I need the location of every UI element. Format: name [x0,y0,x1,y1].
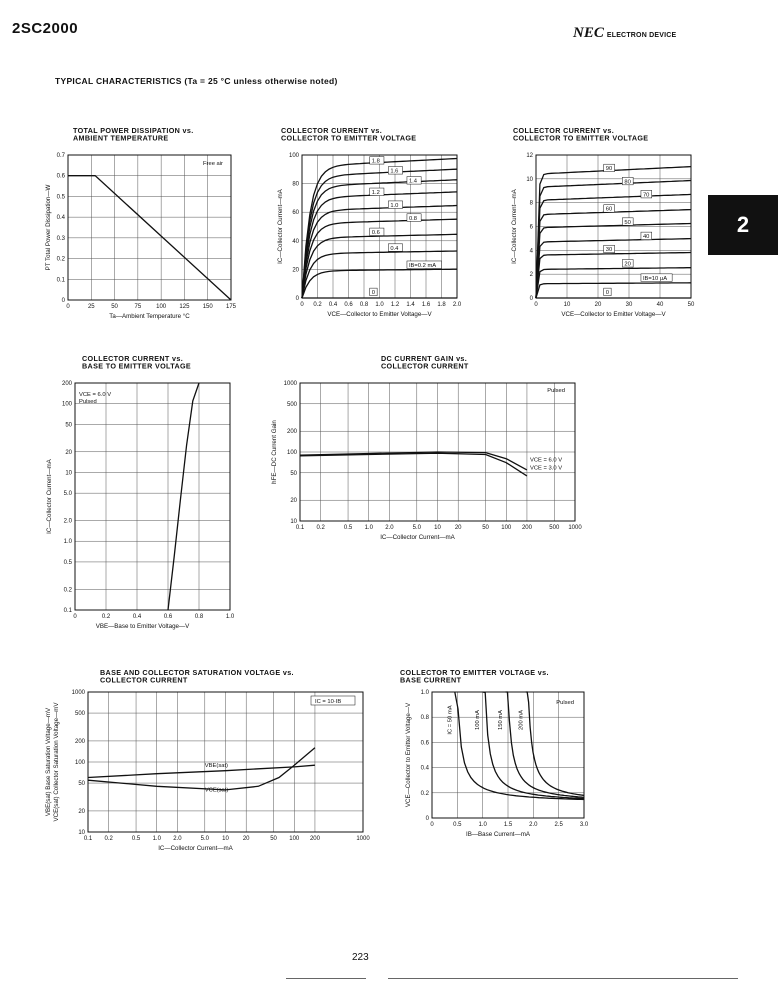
hfe-y-tick: 50 [290,470,297,477]
vceib-title-line: COLLECTOR TO EMITTER VOLTAGE vs. [400,668,549,677]
icvce2-y-tick: 4 [529,248,533,255]
pd-y-tick: 0.1 [56,277,65,284]
icvce2-y-tick: 0 [529,296,533,302]
hfe-title-line: COLLECTOR CURRENT [381,361,469,371]
hfe-note: Pulsed [547,388,565,394]
icvbe-frame [75,383,230,610]
icvbe-x-tick: 1.0 [225,614,235,620]
icvce1-y-tick: 0 [295,296,299,302]
hfe-x-tick: 500 [549,525,560,531]
icvce1-param-label: 1.0 [390,202,399,209]
icvbe-note: VCE = 6.0 V [79,392,112,398]
vsat-x-tick: 5.0 [200,836,209,842]
icvce1-param-label: 1.4 [408,178,418,185]
vceib-x-tick: 0 [430,822,434,828]
hfe-y-tick: 10 [290,519,297,525]
icvce1-title-line: COLLECTOR TO EMITTER VOLTAGE [281,133,417,143]
vceib-series-3 [526,692,584,795]
icvce1-x-tick: 1.6 [421,302,431,308]
hfe-y-tick: 500 [286,401,297,408]
icvbe-title-line: COLLECTOR CURRENT vs. [82,354,184,363]
icvbe-y-tick: 2.0 [63,518,72,525]
icvce2-param-label: 30 [605,247,613,254]
icvce2-y-tick: 6 [529,224,533,231]
icvbe-x-tick: 0.6 [163,614,173,620]
vsat-series-label: VCE(sat) [204,787,229,794]
icvce1-y-label: IC—Collector Current—mA [277,189,284,264]
vceib-x-tick: 0.5 [453,822,462,828]
icvce2-y-tick: 10 [526,176,533,183]
icvce1-y-tick: 100 [288,153,299,159]
vsat-note: IC = 10·IB [315,699,342,705]
pd-x-label: Ta—Ambient Temperature °C [109,313,190,320]
vceib-x-tick: 2.0 [529,822,538,828]
icvce2-param-label: 90 [605,166,613,173]
pd-x-tick: 25 [87,304,95,310]
icvbe-y-tick: 200 [61,381,72,387]
icvbe-x-tick: 0.8 [194,614,204,620]
icvce1-title-line: COLLECTOR CURRENT vs. [281,126,383,135]
vsat-y-tick: 200 [74,738,85,745]
pd-y-tick: 0.4 [56,215,65,222]
vceib-x-label: IB—Base Current—mA [466,831,530,838]
icvce2-x-tick: 0 [534,302,538,308]
hfe-y-tick: 1000 [283,381,297,387]
vsat-x-label: IC—Collector Current—mA [158,845,233,852]
vsat-y-tick: 100 [74,760,85,766]
pd-x-tick: 0 [66,304,70,310]
icvce1-y-tick: 60 [292,210,299,217]
vceib-y-tick: 0.8 [420,715,429,722]
pd-y-tick: 0.2 [56,256,65,263]
hfe-vce-label: VCE = 3.0 V [530,465,563,472]
icvce2-y-tick: 8 [529,200,533,207]
icvce2-y-tick: 2 [529,272,533,279]
icvce1-x-tick: 1.4 [406,302,415,308]
icvce1-param-label: 0.8 [408,215,418,222]
icvce1-param-label: 1.2 [371,190,380,197]
vsat-x-tick: 50 [270,836,277,842]
vceib-y-tick: 0.2 [420,790,429,797]
icvce1-param-label: IB=0.2 mA [408,262,437,269]
pd-y-tick: 0 [61,298,65,304]
vceib-x-tick: 2.5 [554,822,563,828]
vceib-x-tick: 1.0 [478,822,487,828]
icvbe-y-tick: 0.1 [63,608,72,614]
icvbe-y-tick: 5.0 [63,491,72,498]
icvce1-x-tick: 0.2 [313,302,322,308]
hfe-x-tick: 1.0 [364,525,373,531]
pd-y-tick: 0.6 [56,173,65,180]
icvce1-x-tick: 2.0 [452,302,462,308]
vceib-x-tick: 1.5 [503,822,513,828]
pd-y-tick: 0.7 [56,153,65,159]
vsat-y-tick: 1000 [71,690,85,696]
icvce2-param-label: 20 [624,261,631,268]
vceib-y-tick: 1.0 [420,690,429,696]
icvbe-y-tick: 10 [65,470,72,477]
vsat-x-tick: 0.1 [83,836,93,842]
vsat-y-tick: 20 [78,808,85,815]
icvbe-y-tick: 1.0 [63,539,72,546]
vceib-param-label: 150 mA [498,710,504,730]
pd-x-tick: 175 [225,304,237,310]
pd-y-tick: 0.5 [56,194,65,201]
icvbe-x-tick: 0.2 [101,614,111,620]
icvce2-title-line: COLLECTOR CURRENT vs. [513,126,615,135]
vsat-series-label: VBE(sat) [204,762,229,769]
icvce1-x-tick: 1.2 [390,302,400,308]
icvce1-y-tick: 40 [292,238,299,245]
pd-y-tick: 0.3 [56,235,65,242]
icvce2-x-tick: 10 [563,302,571,308]
icvbe-title-line: BASE TO EMITTER VOLTAGE [82,361,192,371]
hfe-y-label: hFE—DC Current Gain [271,420,278,484]
icvce1-y-tick: 20 [292,267,299,274]
hfe-title-line: DC CURRENT GAIN vs. [381,354,468,363]
icvce2-param-label: 40 [642,234,650,241]
icvce2-param-label: 50 [624,219,631,226]
vceib-param-label: 100 mA [475,710,482,730]
hfe-x-tick: 50 [482,525,489,531]
icvce1-param-label: 0.6 [371,230,380,237]
icvce2-y-tick: 12 [526,153,533,159]
vsat-title-line: COLLECTOR CURRENT [100,675,188,685]
vsat-x-tick: 1.0 [152,836,161,842]
vsat-series-1 [88,748,315,790]
hfe-x-tick: 0.1 [295,525,305,531]
hfe-y-tick: 20 [290,498,297,505]
pd-x-tick: 150 [202,304,213,310]
hfe-x-tick: 0.2 [316,525,325,531]
vsat-x-tick: 20 [242,836,250,842]
section-title: TYPICAL CHARACTERISTICS (Ta = 25 °C unless otherwise noted) [55,76,338,86]
icvce1-x-tick: 0.4 [328,302,338,308]
icvce2-param-label: 0 [605,290,609,297]
vsat-x-tick: 0.5 [131,836,141,842]
vsat-x-tick: 2.0 [173,836,182,842]
vsat-x-tick: 10 [222,836,229,842]
vceib-y-label: VCE—Collector to Emitter Voltage—V [405,702,412,808]
hfe-x-tick: 0.5 [343,525,353,531]
section-tab: 2 [708,195,778,255]
icvce2-series-ib [536,283,691,298]
icvbe-series-line [168,383,199,610]
hfe-x-label: IC—Collector Current—mA [380,534,455,541]
vceib-param-label: 200 mA [518,710,525,730]
vsat-y-tick: 10 [78,830,85,836]
icvce2-param-label: 60 [605,206,613,213]
brand-suffix: ELECTRON DEVICE [606,32,677,39]
vsat-y-tick: 500 [74,711,85,718]
icvce2-param-label: 80 [624,179,631,186]
vceib-y-tick: 0.6 [420,740,429,747]
vceib-y-tick: 0.4 [420,765,429,772]
vceib-note: Pulsed [556,700,574,706]
pd-title-line: TOTAL POWER DISSIPATION vs. [73,126,194,135]
vceib-series-0 [455,692,584,800]
icvce1-x-tick: 1.8 [437,302,446,308]
vsat-x-tick: 200 [309,836,320,842]
icvbe-x-tick: 0 [73,614,77,620]
vsat-1-y-label: VCE(sat) Collector Saturation Voltage—mV [53,702,60,822]
icvce2-x-label: VCE—Collector to Emitter Voltage—V [561,311,666,318]
pd-x-tick: 50 [111,304,118,310]
pd-x-tick: 75 [134,304,142,310]
hfe-vce-label: VCE = 6.0 V [530,457,563,464]
pd-title-line: AMBIENT TEMPERATURE [73,133,169,143]
vsat-x-tick: 1000 [356,836,370,842]
hfe-series-1 [300,453,527,476]
brand-name: NEC [573,25,604,41]
pd-y-label: PT Total Power Dissipation—W [45,184,52,271]
hfe-x-tick: 5.0 [412,525,421,531]
icvce1-param-label: 0.4 [390,245,399,252]
icvce2-x-tick: 40 [656,302,664,308]
icvce2-param-label: 70 [642,192,650,199]
icvce1-param-label: 1.6 [390,168,399,175]
part-number: 2SC2000 [12,20,79,37]
icvce1-y-tick: 80 [292,181,299,188]
icvce1-param-label: 0 [371,290,375,297]
hfe-x-tick: 20 [454,525,462,531]
hfe-y-tick: 200 [286,429,297,436]
icvbe-x-tick: 0.4 [132,614,142,620]
vceib-x-tick: 3.0 [579,822,589,828]
vsat-title-line: BASE AND COLLECTOR SATURATION VOLTAGE vs. [100,668,294,677]
pd-x-tick: 125 [179,304,190,310]
icvbe-y-tick: 20 [65,449,72,456]
vsat-0-y-label: VBE(sat) Base Saturation Voltage—mV [45,707,52,817]
vsat-x-tick: 0.2 [104,836,113,842]
vsat-x-tick: 100 [289,836,300,842]
icvbe-y-label: IC—Collector Current—mA [46,459,53,534]
pd-x-tick: 100 [156,304,167,310]
icvbe-y-tick: 0.5 [63,559,72,566]
icvbe-y-tick: 50 [65,422,72,429]
icvbe-x-label: VBE—Base to Emitter Voltage—V [95,623,190,630]
icvce1-x-tick: 0 [300,302,304,308]
icvce1-x-tick: 1.0 [375,302,384,308]
vceib-title-line: BASE CURRENT [400,675,462,685]
hfe-x-tick: 100 [501,525,512,531]
icvce1-x-tick: 0.6 [344,302,353,308]
hfe-x-tick: 10 [434,525,441,531]
hfe-x-tick: 2.0 [385,525,394,531]
vceib-y-tick: 0 [425,816,429,822]
icvce2-y-label: IC—Collector Current—mA [511,189,518,264]
icvce2-x-tick: 50 [687,302,695,308]
icvce2-title-line: COLLECTOR TO EMITTER VOLTAGE [513,133,649,143]
vsat-y-tick: 50 [78,781,85,788]
icvce2-series-ib [536,224,691,299]
icvce2-x-tick: 20 [594,302,602,308]
icvbe-y-tick: 0.2 [63,587,72,594]
vceib-param-label: IC = 50 mA [447,705,454,735]
icvce1-param-label: 1.8 [371,158,380,165]
icvbe-note: Pulsed [79,399,97,405]
icvce1-x-label: VCE—Collector to Emitter Voltage—V [327,311,432,318]
hfe-x-tick: 1000 [568,525,582,531]
icvbe-y-tick: 100 [61,401,72,408]
page-number: 223 [352,952,369,963]
icvce2-param-label: IB=10 μA [642,275,668,282]
icvce2-x-tick: 30 [625,302,633,308]
hfe-y-tick: 100 [286,450,297,456]
pd-note: Free air [203,161,223,167]
icvce1-x-tick: 0.8 [359,302,369,308]
hfe-x-tick: 200 [521,525,532,531]
